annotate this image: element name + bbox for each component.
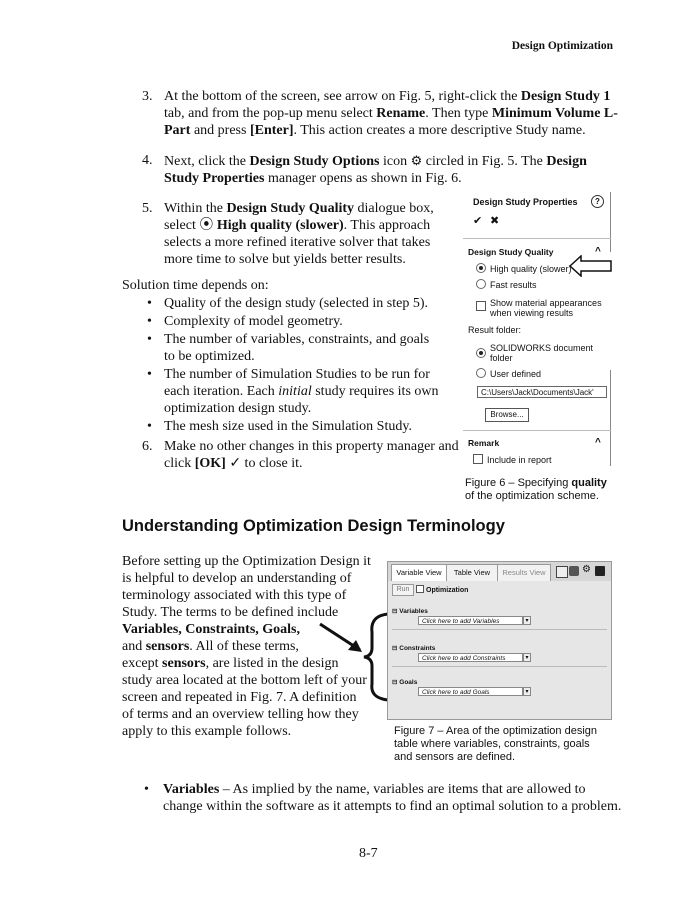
table-icon[interactable] — [556, 566, 568, 578]
text: study area located at the bottom left of your — [122, 673, 367, 688]
list-item: • Quality of the design study (selected in step 5). — [144, 295, 457, 312]
text: terminology associated with this type of — [122, 588, 347, 603]
tab-table-view[interactable]: Table View — [446, 564, 498, 581]
text: except — [122, 656, 163, 671]
bold-text: quality — [571, 477, 607, 489]
radio-label: High quality (slower) — [490, 264, 572, 274]
text: , are listed in the design — [205, 656, 339, 671]
text: Next, click the — [164, 154, 250, 169]
options-gear-icon: ⚙ — [410, 153, 423, 168]
text: Figure 6 – Specifying — [465, 477, 572, 489]
text: more time to solve but yields better results. — [164, 252, 406, 267]
bold-text: Design — [546, 154, 587, 169]
solution-intro: Solution time depends on: — [122, 278, 269, 293]
arrow-pointer-icon — [569, 255, 613, 277]
panel-title: Design Study Properties — [473, 197, 578, 207]
checkbox-label: Show material appearances when viewing results — [490, 298, 602, 318]
text: The number of Simulation Studies to be run for each iteration. Each — [164, 367, 430, 399]
divider — [463, 430, 611, 431]
tab-variable-view[interactable]: Variable View — [391, 564, 447, 581]
step-number: 3. — [142, 89, 153, 104]
collapse-chevron-icon[interactable]: ^ — [595, 437, 601, 448]
bold-text: sensors — [145, 639, 190, 654]
include-report-checkbox[interactable] — [473, 454, 552, 465]
bold-text: [OK] — [194, 456, 226, 471]
user-defined-radio[interactable] — [476, 368, 541, 379]
list-item: • Complexity of model geometry. — [144, 313, 457, 330]
text: tab, and from the pop-up menu select — [164, 106, 377, 121]
bold-text: Variables — [163, 782, 220, 797]
goals-section[interactable]: ⊟ Goals — [392, 679, 418, 686]
bold-text: Part — [164, 123, 191, 138]
radio-label: User defined — [490, 369, 542, 379]
text: screen and repeated in Fig. 7. A definition — [122, 690, 357, 705]
show-material-checkbox[interactable] — [476, 298, 606, 318]
text: Make no other changes in this property manager and — [164, 439, 459, 454]
divider — [463, 238, 611, 239]
step-3 — [142, 88, 622, 140]
list-item: • The number of variables, constraints, and goals to be optimized. — [144, 331, 434, 365]
text: . Then type — [425, 106, 492, 121]
radio-selected-icon — [476, 348, 486, 358]
figure-7-caption — [394, 725, 614, 764]
text: is helpful to develop an understanding of — [122, 571, 352, 586]
bold-text: High quality (slower) — [216, 218, 344, 233]
figure-6-caption — [465, 477, 615, 503]
text: . This action creates a more descriptive Study name. — [293, 123, 586, 138]
cancel-x-icon[interactable]: ✖ — [490, 215, 500, 227]
run-button[interactable]: Run — [392, 584, 414, 596]
bold-text: Rename — [376, 106, 426, 121]
remark-section-header: Remark — [468, 438, 500, 448]
quality-section-header: Design Study Quality — [468, 247, 554, 257]
text: icon — [379, 154, 411, 169]
section-label: Variables — [399, 608, 428, 615]
list-item: • The mesh size used in the Simulation Study. — [144, 418, 457, 435]
text: dialogue box, — [354, 201, 434, 216]
checkbox-icon — [476, 301, 486, 311]
fast-results-radio[interactable] — [476, 279, 537, 290]
variables-section[interactable]: ⊟ Variables — [392, 608, 428, 615]
chevron-down-icon[interactable]: ▾ — [523, 653, 531, 662]
divider — [610, 192, 611, 252]
goals-input[interactable]: Click here to add Goals — [418, 687, 523, 696]
divider — [392, 666, 607, 667]
checkbox-icon — [416, 585, 424, 593]
section-label: Constraints — [399, 645, 436, 652]
collapse-chevron-icon[interactable]: ^ — [595, 246, 601, 257]
bold-text: Variables, Constraints, Goals, — [122, 622, 301, 637]
divider — [392, 629, 607, 630]
constraints-section[interactable]: ⊟ Constraints — [392, 645, 436, 652]
checkbox-icon — [473, 454, 483, 464]
radio-selected-icon: ⦿ — [199, 218, 217, 233]
high-quality-radio[interactable] — [476, 263, 572, 274]
constraints-input[interactable]: Click here to add Constraints — [418, 653, 523, 662]
step-number: 5. — [142, 201, 153, 216]
bold-text: Design Study Options — [249, 154, 380, 169]
pointer-arrow-bracket — [312, 612, 392, 702]
design-study-properties-panel — [463, 192, 611, 466]
section-heading: Understanding Optimization Design Terminology — [122, 517, 505, 535]
result-folder-label: Result folder: — [468, 325, 522, 335]
radio-label: SOLIDWORKS document folder — [490, 343, 594, 363]
optimization-checkbox[interactable] — [416, 585, 468, 594]
radio-selected-icon — [476, 263, 486, 273]
browse-button[interactable]: Browse... — [485, 408, 529, 422]
radio-icon — [476, 279, 486, 289]
text: manager opens as shown in Fig. 6. — [264, 171, 462, 186]
text: Study. The terms to be defined include — [122, 605, 339, 620]
step-5 — [142, 200, 462, 270]
chevron-down-icon[interactable]: ▾ — [523, 687, 531, 696]
help-icon[interactable]: ? — [591, 195, 604, 208]
text: select — [164, 218, 200, 233]
bold-text: Minimum Volume L- — [491, 106, 618, 121]
divider — [610, 370, 611, 466]
step-4 — [142, 152, 622, 188]
text: and press — [190, 123, 250, 138]
text: and — [122, 639, 146, 654]
text: of terms and an overview telling how they — [122, 707, 359, 722]
step-6 — [142, 438, 462, 474]
text: ✓ to close it. — [225, 456, 303, 471]
step-number: 6. — [142, 439, 153, 454]
italic-text: initial — [278, 384, 312, 399]
bold-text: Design Study Quality — [226, 201, 355, 216]
text: selects a more refined iterative solver that takes — [164, 235, 431, 250]
text: change within the software as it attempts to find an optimal solution to a problem. — [163, 799, 622, 814]
export-icon[interactable] — [569, 566, 579, 576]
text: study requires its own optimization design study. — [164, 384, 439, 416]
radio-label: Fast results — [490, 280, 537, 290]
text: – As implied by the name, variables are items that are allowed to — [219, 782, 586, 797]
page-number: 8-7 — [359, 846, 378, 861]
solution-time-list — [122, 277, 457, 436]
bold-text: Design Study 1 — [520, 89, 611, 104]
ok-check-icon[interactable]: ✔ — [473, 215, 483, 227]
bullet-icon: • — [144, 782, 149, 797]
tab-results-view[interactable]: Results View — [497, 564, 551, 581]
bold-text: Study Properties — [164, 171, 265, 186]
bold-text: sensors — [162, 656, 206, 671]
text: of the optimization scheme. — [465, 490, 599, 502]
variables-input[interactable]: Click here to add Variables — [418, 616, 523, 625]
checkbox-label: Include in report — [487, 455, 552, 465]
text: . All of these terms, — [189, 639, 299, 654]
variables-bullet — [142, 781, 622, 815]
options-gear-icon[interactable]: ⚙ — [582, 564, 591, 575]
section-label: Goals — [399, 679, 418, 686]
solidworks-folder-radio[interactable] — [476, 343, 596, 363]
text: circled in Fig. 5. The — [422, 154, 547, 169]
text: Within the — [164, 201, 227, 216]
text: . This approach — [343, 218, 431, 233]
page-header: Design Optimization — [511, 40, 613, 52]
save-icon[interactable] — [595, 566, 605, 576]
optimization-design-table — [387, 561, 612, 720]
text: Before setting up the Optimization Design it — [122, 554, 371, 569]
text: table where variables, constraints, goals — [394, 738, 590, 750]
checkbox-label: Optimization — [426, 587, 469, 594]
chevron-down-icon[interactable]: ▾ — [523, 616, 531, 625]
bold-text: [Enter] — [249, 123, 294, 138]
list-item — [144, 366, 444, 417]
radio-icon — [476, 368, 486, 378]
step-number: 4. — [142, 153, 153, 168]
text: Figure 7 – Area of the optimization design — [394, 725, 598, 737]
text: click — [164, 456, 195, 471]
text: apply to this example follows. — [122, 724, 292, 739]
path-input[interactable]: C:\Users\Jack\Documents\Jack' — [477, 386, 607, 398]
text: and sensors are defined. — [394, 751, 516, 763]
text: At the bottom of the screen, see arrow on Fig. 5, right-click the — [164, 89, 521, 104]
